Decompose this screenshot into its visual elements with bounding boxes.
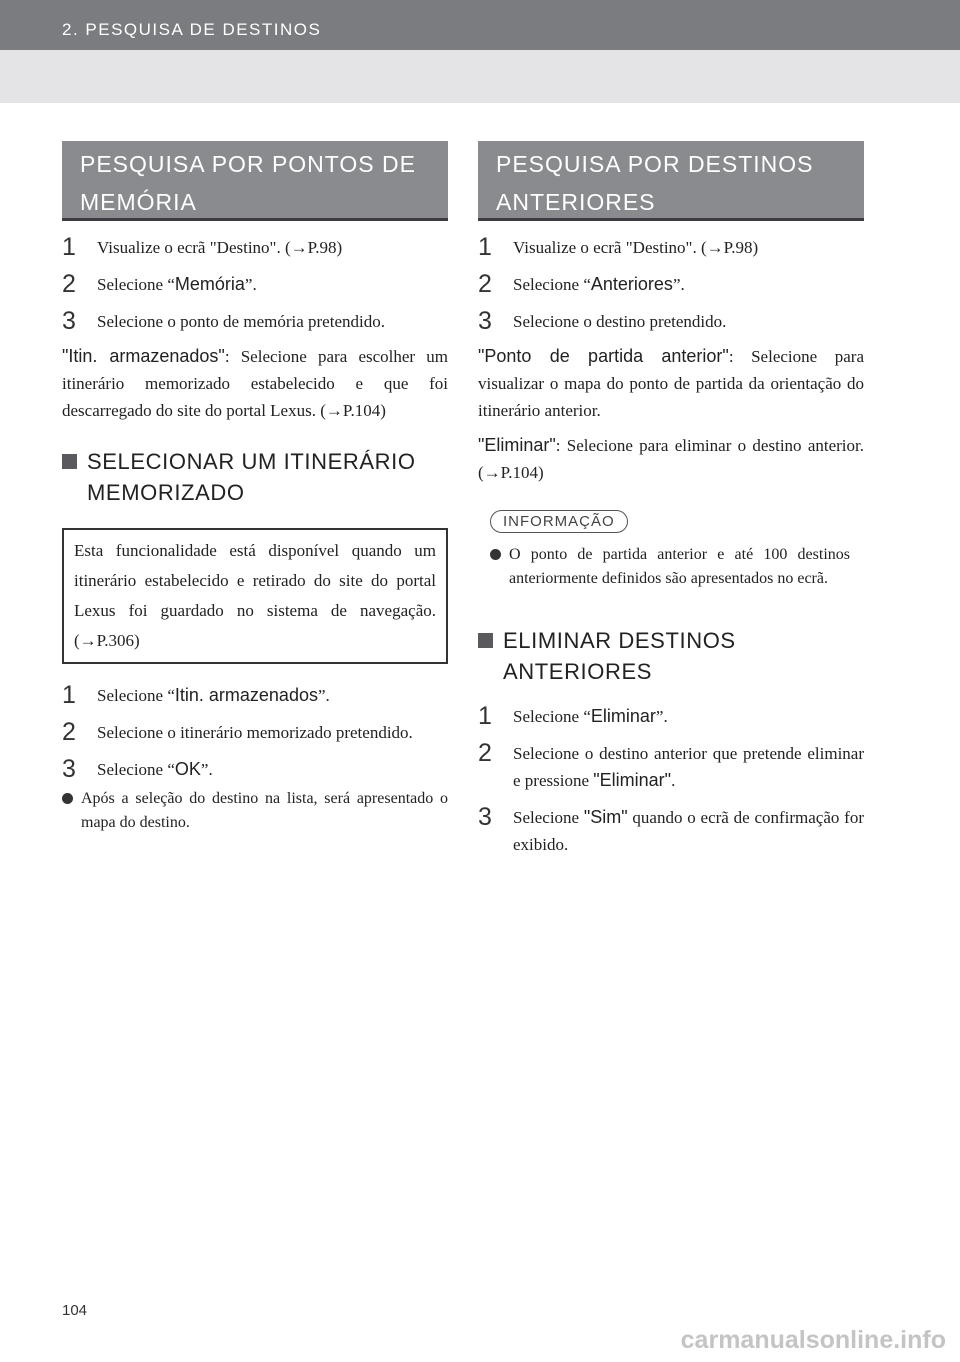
note-delete: "Eliminar": Selecione para eliminar o destino anterior. (→P.104) xyxy=(478,435,864,482)
step-3 xyxy=(62,308,448,335)
chapter-title: 2. PESQUISA DE DESTINOS xyxy=(62,20,322,39)
square-bullet-icon xyxy=(478,633,493,648)
step-2 xyxy=(478,740,864,794)
note-stored-routes: "Itin. armazenados": Selecione para escolher um itinerário memorizado estabelecido e que foi descarregado do site do portal Lexus. (→P.104) xyxy=(62,346,449,420)
bullet-dot-icon xyxy=(490,549,501,560)
step-3 xyxy=(62,756,448,783)
header-subbar xyxy=(0,50,960,103)
step-number: 2 xyxy=(478,270,492,298)
step-number: 3 xyxy=(478,803,492,831)
bullet-note: Após a seleção do destino na lista, será apresentado o mapa do destino. xyxy=(62,787,448,835)
note-previous-start: "Ponto de partida anterior": Selecione para visualizar o mapa do ponto de partida da orientação do itinerário anterior. xyxy=(478,346,864,420)
step-text: Selecione "Sim" quando o ecrã de confirmação for exibido. xyxy=(513,807,864,854)
step-text: Selecione “Memória”. xyxy=(97,274,257,294)
step-2 xyxy=(62,719,448,746)
ui-term: "Sim" xyxy=(583,807,628,827)
subsection-heading: SELECIONAR UM ITINERÁRIO MEMORIZADO xyxy=(62,446,448,508)
step-2 xyxy=(478,271,864,298)
step-number: 1 xyxy=(62,681,76,709)
step-1 xyxy=(478,234,864,261)
page-number: 104 xyxy=(62,1302,88,1319)
step-text: Selecione o destino pretendido. xyxy=(513,312,727,331)
step-3 xyxy=(478,308,864,335)
subsection-heading: ELIMINAR DESTINOS ANTERIORES xyxy=(478,625,864,687)
info-bullet: O ponto de partida anterior e até 100 destinos anteriormente definidos são apresentados no ecrã. xyxy=(490,543,864,591)
ui-term: "Ponto de partida anterior" xyxy=(478,346,729,366)
ui-term: "Eliminar" xyxy=(593,770,672,790)
step-text: Selecione o ponto de memória pretendido. xyxy=(97,312,385,331)
step-number: 2 xyxy=(62,718,76,746)
step-number: 2 xyxy=(62,270,76,298)
step-1 xyxy=(62,234,448,261)
step-3 xyxy=(478,804,864,858)
step-2 xyxy=(62,271,448,298)
info-block xyxy=(478,510,864,591)
step-number: 3 xyxy=(62,307,76,335)
step-number: 1 xyxy=(478,702,492,730)
step-number: 1 xyxy=(62,233,76,261)
ui-term: Memória xyxy=(174,274,245,294)
step-number: 2 xyxy=(478,739,492,767)
right-column xyxy=(478,141,864,858)
step-text: Selecione o itinerário memorizado pretendido. xyxy=(97,723,413,742)
step-text: Selecione “Eliminar”. xyxy=(513,706,668,726)
section-heading-previous-destinations: PESQUISA POR DESTINOS ANTERIORES xyxy=(478,141,864,221)
step-1 xyxy=(478,703,864,730)
ui-term: "Itin. armazenados" xyxy=(62,346,225,366)
info-badge: INFORMAÇÃO xyxy=(490,510,628,533)
step-number: 3 xyxy=(478,307,492,335)
step-text: Selecione “OK”. xyxy=(97,759,213,779)
step-1 xyxy=(62,682,448,709)
ui-term: Eliminar xyxy=(590,706,656,726)
step-text: Visualize o ecrã "Destino". (→P.98) xyxy=(97,238,343,257)
step-text: Selecione o destino anterior que pretende eliminar e pressione "Eliminar". xyxy=(513,744,864,790)
notice-box: Esta funcionalidade está disponível quando um itinerário estabelecido e retirado do site do portal Lexus foi guardado no sistema de navegação. (→P.306) xyxy=(62,528,448,664)
step-text: Selecione “Itin. armazenados”. xyxy=(97,685,330,705)
section-heading-memory-points: PESQUISA POR PONTOS DE MEMÓRIA xyxy=(62,141,448,221)
step-number: 3 xyxy=(62,755,76,783)
left-column xyxy=(62,141,448,835)
step-text: Visualize o ecrã "Destino". (→P.98) xyxy=(513,238,759,257)
ui-term: Anteriores xyxy=(590,274,673,294)
square-bullet-icon xyxy=(62,454,77,469)
chapter-header-bar xyxy=(0,0,960,50)
ui-term: Itin. armazenados xyxy=(174,685,318,705)
watermark: carmanualsonline.info xyxy=(680,1326,946,1354)
ui-term: OK xyxy=(174,759,201,779)
step-number: 1 xyxy=(478,233,492,261)
bullet-dot-icon xyxy=(62,793,73,804)
ui-term: "Eliminar" xyxy=(478,435,556,455)
step-text: Selecione “Anteriores”. xyxy=(513,274,685,294)
